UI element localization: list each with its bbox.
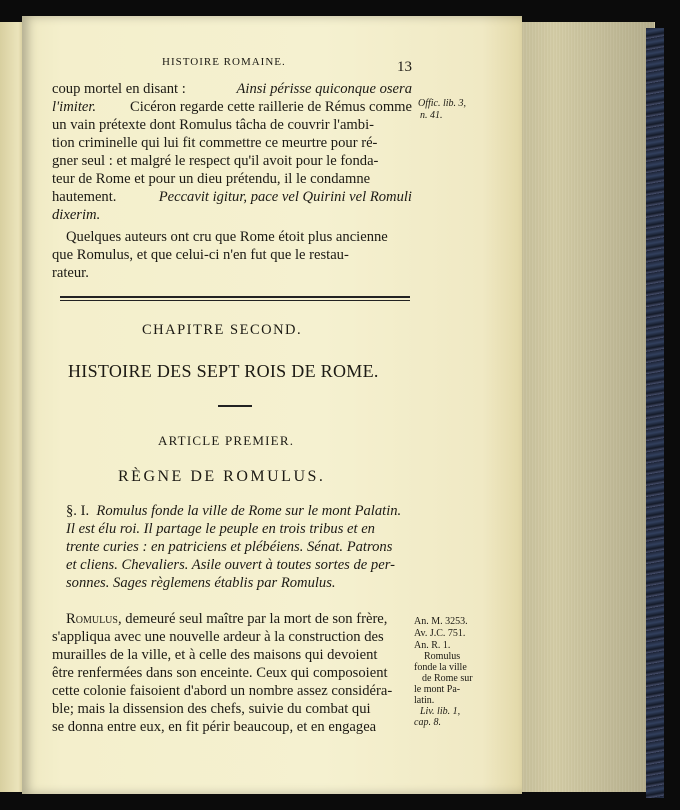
page-number: 13 xyxy=(397,59,412,75)
margin-note: Av. J.C. 751. xyxy=(414,628,466,639)
margin-note: Offic. lib. 3, xyxy=(418,98,467,109)
text-line: se donna entre eux, en fit périr beaucoup, et en engagea xyxy=(52,719,377,735)
margin-note: fonde la ville xyxy=(414,662,467,673)
text-line: ble; mais la dissension des chefs, suivie du combat qui xyxy=(52,701,371,717)
text-line: cette colonie faisoient d'abord un nombre assez considéra- xyxy=(52,683,393,699)
summary-line: et cliens. Chevaliers. Asile ouvert à toutes sortes de per- xyxy=(66,557,395,573)
chapter-title: HISTOIRE DES SEPT ROIS DE ROME. xyxy=(68,361,379,381)
text-line: murailles de la ville, et à celle des maisons qui devoient xyxy=(52,647,378,663)
margin-note: An. M. 3253. xyxy=(414,616,468,627)
text-line: l'imiter. Cicéron regarde cette raillerie de Rémus comme xyxy=(52,99,412,115)
book-page xyxy=(22,16,522,794)
margin-note: le mont Pa- xyxy=(414,684,461,695)
text-line: s'appliqua avec une nouvelle ardeur à la construction des xyxy=(52,629,384,645)
margin-note: de Rome sur xyxy=(422,673,473,684)
divider-thick xyxy=(60,296,410,298)
summary-line: trente curies : en patriciens et plébéiens. Sénat. Patrons xyxy=(66,539,393,555)
heading-rule xyxy=(218,405,252,407)
text-line: être renfermées dans son enceinte. Ceux qui composoient xyxy=(52,665,388,681)
text-line: dixerim. xyxy=(52,207,101,223)
summary-line: §. I. Romulus fonde la ville de Rome sur le mont Palatin. xyxy=(66,503,402,519)
text-line: gner seul : et malgré le respect qu'il avoit pour le fonda- xyxy=(52,153,379,169)
text-line: teur de Rome et pour un dieu prétendu, il le condamne xyxy=(52,171,371,187)
chapter-label: CHAPITRE SECOND. xyxy=(142,322,303,338)
text-line: tion criminelle qui lui fit commettre ce meurtre pour ré- xyxy=(52,135,378,151)
summary-line: Il est élu roi. Il partage le peuple en trois tribus et en xyxy=(66,521,375,537)
article-label: ARTICLE PREMIER. xyxy=(158,433,295,448)
text-line: rateur. xyxy=(52,265,89,281)
margin-note: cap. 8. xyxy=(414,717,441,728)
article-title: RÈGNE DE ROMULUS. xyxy=(118,468,326,485)
text-line: Romulus, demeuré seul maître par la mort de son frère, xyxy=(66,611,388,627)
margin-note: n. 41. xyxy=(420,110,443,121)
text-line: Quelques auteurs ont cru que Rome étoit plus ancienne xyxy=(66,229,388,245)
divider-thin xyxy=(60,300,410,301)
running-title: HISTOIRE ROMAINE. xyxy=(162,56,286,68)
margin-note: Romulus xyxy=(424,651,461,662)
summary-line: sonnes. Sages règlemens établis par Romulus. xyxy=(66,575,336,591)
text-line: coup mortel en disant : Ainsi périsse quiconque osera xyxy=(52,81,412,97)
text-line: un vain prétexte dont Romulus tâcha de couvrir l'ambi- xyxy=(52,117,374,133)
marbled-cover xyxy=(646,28,664,798)
margin-note: Liv. lib. 1, xyxy=(420,706,461,717)
margin-note: latin. xyxy=(414,695,435,706)
margin-note: An. R. 1. xyxy=(414,640,451,651)
text-line: hautement. Peccavit igitur, pace vel Quirini vel Romuli xyxy=(52,189,412,205)
text-line: que Romulus, et que celui-ci n'en fut que le restau- xyxy=(52,247,349,263)
